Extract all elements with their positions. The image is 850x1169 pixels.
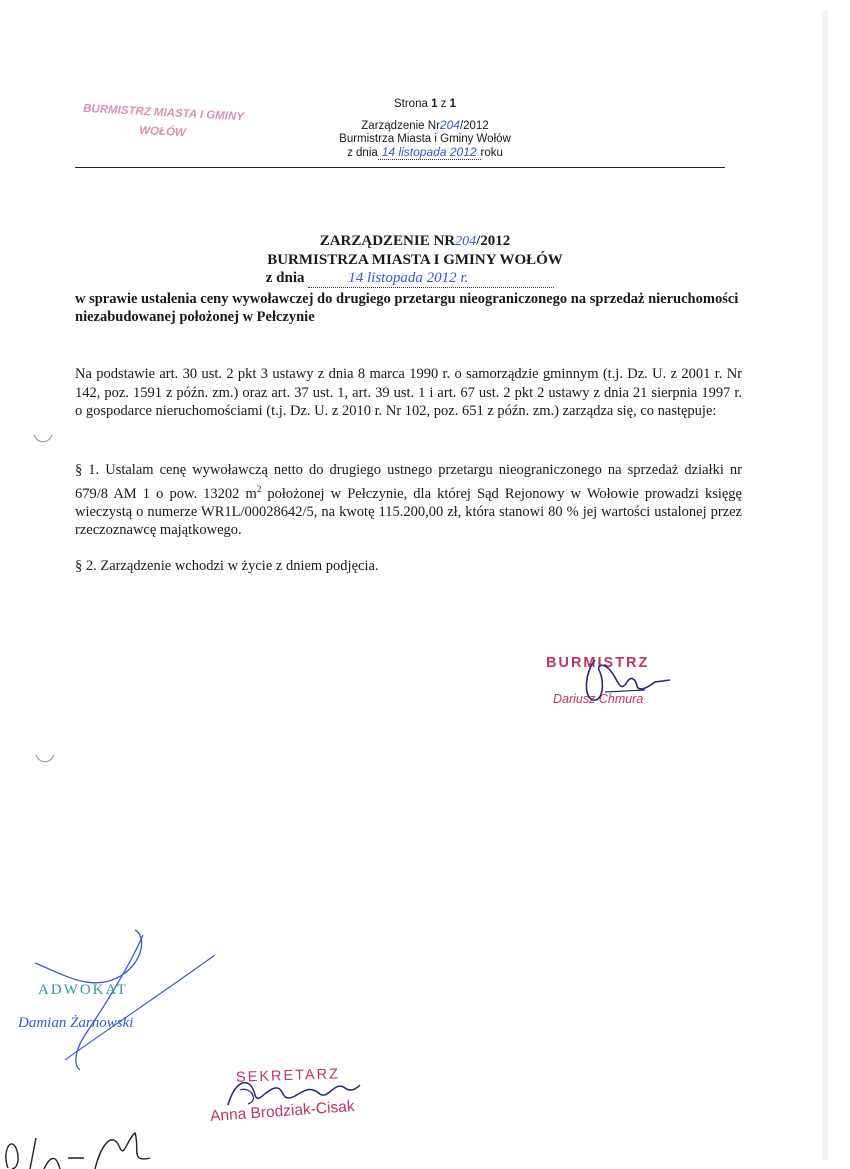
header-divider [75,167,725,168]
page-indicator: Strona 1 z 1 [393,98,457,110]
adwokat-stamp-name: Damian Żarnowski [18,1015,134,1031]
sekretarz-stamp-title: SEKRETARZ [235,1066,341,1086]
title-line3: z dnia 14 listopada 2012 r. [65,269,755,288]
sekretarz-stamp-name: Anna Brodziak-Cisak [209,1097,356,1126]
punch-hole-mark-icon [34,752,56,766]
office-stamp-line1: BURMISTRZ MIASTA I GMINY [82,102,245,124]
title-line1: ZARZĄDZENIE NR204/2012 [319,233,511,249]
legal-basis-paragraph: Na podstawie art. 30 ust. 2 pkt 3 ustawy z dnia 8 marca 1990 r. o samorządzie gminnym (t.j. Dz. U. z 2001 r. Nr 142, poz. 1591 z późn. zm.) oraz art. 37 ust. 1, art. 39 ust. 1 i art. 67 ust. 2 pkt 2 ustawy z dnia 21 sierpnia 1997 r. o gospodarce nieruchomościami (t.j. Dz. U. z 2010 r. Nr 102, poz. 651 z późn. zm.) zarządza się, co następuje: [75,366,742,419]
ref-date-line: z dnia 14 listopada 2012 roku [347,145,503,159]
section-2-paragraph: § 2. Zarządzenie wchodzi w życie z dniem podjęcia. [75,558,379,574]
burmistrz-stamp-name: Dariusz Chmura [553,692,644,706]
office-stamp [67,99,259,147]
page-total: 1 [449,98,457,110]
page-edge-shadow [822,10,828,1160]
adwokat-signature-icon [25,925,225,1075]
ref-number-line: Zarządzenie Nr204/2012 [361,118,489,132]
burmistrz-stamp-title: BURMISTRZ [546,655,650,671]
ref-authority: Burmistrza Miasta i Gminy Wołów [339,133,511,145]
title-line2: BURMISTRZA MIASTA I GMINY WOŁÓW [267,252,563,268]
office-stamp-line2: WOŁÓW [138,124,187,140]
document-title [75,232,755,288]
header-reference [300,98,550,160]
document-subject: w sprawie ustalenia ceny wywoławczej do drugiego przetargu nieograniczonego na sprzedaż nieruchomości niezabudowanej położonej w Pełczynie [75,291,739,325]
burmistrz-signature-icon [575,652,685,712]
bottom-signature-icon [0,1118,170,1169]
title-date-handwritten: 14 listopada 2012 r. [348,270,469,286]
section-1-paragraph: § 1. Ustalam cenę wywoławczą netto do drugiego ustnego przetargu nieograniczonego na sprzedaż działki nr 679/8 AM 1 o pow. 13202 $m^2$ położonej w Pełczynie, dla której Sąd Rejonowy w Wołowie prowadzi księgę wieczystą o numerze WR1L/00028642/5, na kwotę 115.200,00 zł, która stanowi 80 % jej wartości ustalonej przez rzeczoznawcę majątkowego. [75,462,742,539]
area-unit-superscript: 2 [256,483,262,494]
page-current: 1 [431,98,438,110]
adwokat-stamp-title: ADWOKAT [38,982,128,998]
title-number-handwritten: 204 [455,234,477,249]
ref-date-handwritten: 14 listopada 2012 [381,145,477,159]
punch-hole-mark-icon [32,432,54,446]
ref-number-handwritten: 204 [439,118,460,132]
